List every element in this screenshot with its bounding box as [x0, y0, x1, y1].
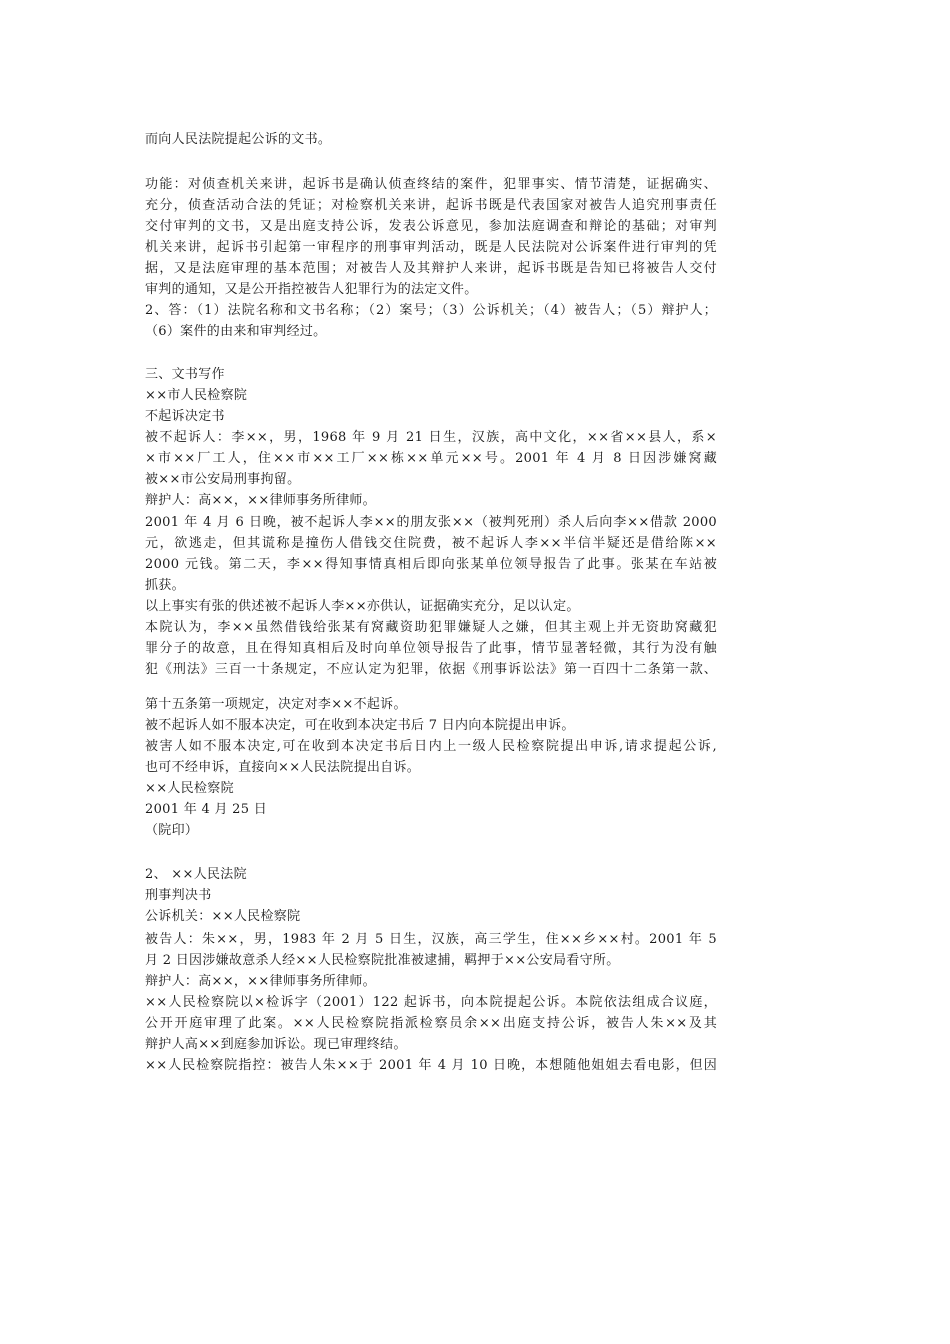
text-line: 辩护人高××到庭参加诉讼。现已审理终结。 — [145, 1037, 407, 1052]
text-line: 辩护人：高××，××律师事务所律师。 — [145, 493, 376, 508]
text-line: 罪分子的故意，且在得知真相后及时向单位领导报告了此事，情节显著轻微，其行为没有触 — [145, 641, 717, 656]
text-line: 被害人如不服本决定,可在收到本决定书后日内上一级人民检察院提出申诉,请求提起公诉, — [145, 739, 717, 754]
text-line: 辩护人：高××，××律师事务所律师。 — [145, 974, 376, 989]
document-title: 不起诉决定书 — [145, 409, 225, 424]
text-line: ××市人民检察院 — [145, 388, 248, 403]
text-line: 而向人民法院提起公诉的文书。 — [145, 132, 332, 147]
text-line: 2、 ××人民法院 — [145, 867, 247, 882]
text-line: 机关来讲，起诉书引起第一审程序的刑事审判活动，既是人民法院对公诉案件进行审判的凭 — [145, 240, 717, 255]
text-line: 交付审判的文书，又是出庭支持公诉，发表公诉意见，参加法庭调查和辩论的基础；对审判 — [145, 219, 717, 234]
text-line: 以上事实有张的供述被不起诉人李××亦供认，证据确实充分，足以认定。 — [145, 599, 580, 614]
text-line: 元，欲逃走，但其谎称是撞伤人借钱交住院费，被不起诉人李××半信半疑还是借给陈×× — [145, 536, 717, 551]
text-line: 2、答：（1）法院名称和文书名称；（2）案号；（3）公诉机关；（4）被告人；（5）辩护人； — [145, 303, 717, 318]
text-line: 2000 元钱。第二天，李××得知事情真相后即向张某单位领导报告了此事。张某在车站被 — [145, 557, 717, 572]
text-line: 被××市公安局刑事拘留。 — [145, 472, 301, 487]
text-line: 被不起诉人如不服本决定，可在收到本决定书后 7 日内向本院提出申诉。 — [145, 718, 575, 733]
text-line: 公诉机关：××人民检察院 — [145, 909, 301, 924]
document-title: 刑事判决书 — [145, 888, 212, 903]
text-line: 第十五条第一项规定，决定对李××不起诉。 — [145, 697, 407, 712]
text-line: 公开开庭审理了此案。××人民检察院指派检察员余××出庭支持公诉，被告人朱××及其 — [145, 1016, 717, 1031]
text-line: ××人民检察院以×检诉字（2001）122 起诉书，向本院提起公诉。本院依法组成合议庭， — [145, 995, 717, 1010]
text-line: （6）案件的由来和审判经过。 — [145, 324, 327, 339]
text-line: 被不起诉人：李××，男，1968 年 9 月 21 日生，汉族，高中文化，××省××县人，系× — [145, 430, 717, 445]
text-line: 审判的通知，又是公开指控被告人犯罪行为的法定文件。 — [145, 282, 478, 297]
text-line: 抓获。 — [145, 578, 185, 593]
text-line: 犯《刑法》三百一十条规定，不应认定为犯罪，依据《刑事诉讼法》第一百四十二条第一款、 — [145, 662, 717, 677]
section-heading: 三、文书写作 — [145, 367, 225, 382]
text-line: （院印） — [145, 823, 199, 838]
text-line: 2001 年 4 月 6 日晚，被不起诉人李××的朋友张××（被判死刑）杀人后向李××借款 2000 — [145, 515, 717, 530]
text-line: ××人民检察院 — [145, 781, 234, 796]
text-line: ×市××厂工人，住××市××工厂××栋××单元××号。2001 年 4 月 8 日因涉嫌窝藏 — [145, 451, 717, 466]
text-line: 也可不经申诉，直接向××人民法院提出自诉。 — [145, 760, 421, 775]
text-line: 充分，侦查活动合法的凭证；对检察机关来讲，起诉书既是代表国家对被告人追究刑事责任 — [145, 198, 717, 213]
text-line: 2001 年 4 月 25 日 — [145, 802, 268, 817]
text-line: ××人民检察院指控：被告人朱××于 2001 年 4 月 10 日晚，本想随他姐姐去看电影，但因 — [145, 1058, 717, 1073]
text-line: 据，又是法庭审理的基本范围；对被告人及其辩护人来讲，起诉书既是告知已将被告人交付 — [145, 261, 717, 276]
text-line: 本院认为，李××虽然借钱给张某有窝藏资助犯罪嫌疑人之嫌，但其主观上并无资助窝藏犯 — [145, 620, 717, 635]
text-line: 功能：对侦查机关来讲，起诉书是确认侦查终结的案件，犯罪事实、情节清楚，证据确实、 — [145, 177, 717, 192]
text-line: 月 2 日因涉嫌故意杀人经××人民检察院批准被逮捕，羁押于××公安局看守所。 — [145, 953, 620, 968]
text-line: 被告人：朱××，男，1983 年 2 月 5 日生，汉族，高三学生，住××乡××村。2001 年 5 — [145, 932, 717, 947]
